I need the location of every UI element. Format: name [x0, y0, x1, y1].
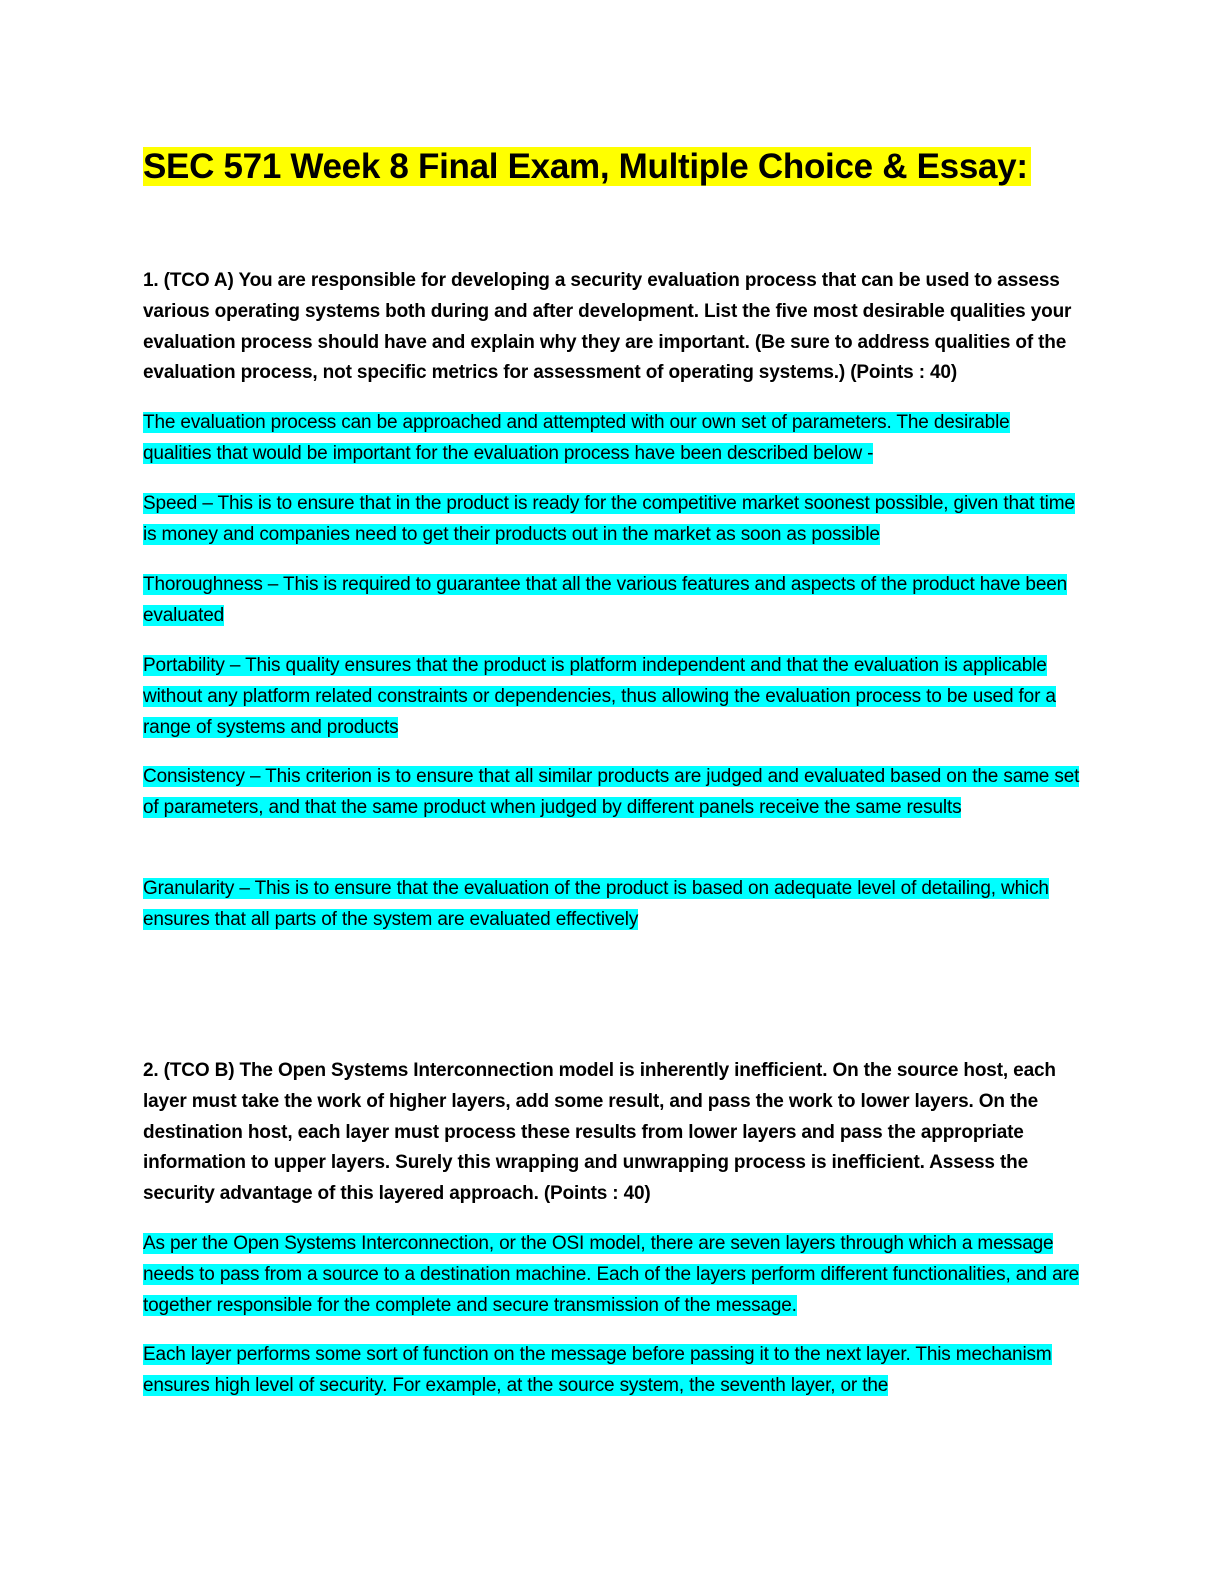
title-highlight: SEC 571 Week 8 Final Exam, Multiple Choice & Essay:: [143, 147, 1031, 186]
answer-1-paragraph: Portability – This quality ensures that the product is platform independent and that the evaluation is applicable without any platform related constraints or dependencies, thus allowing the evaluation process to be used for a range of systems and products: [143, 655, 1056, 738]
answer-1-paragraph: The evaluation process can be approached and attempted with our own set of parameters. The desirable qualities that would be important for the evaluation process have been described below -: [143, 412, 1010, 464]
answer-1-paragraph: Speed – This is to ensure that in the product is ready for the competitive market soonest possible, given that time is money and companies need to get their products out in the market as soon as possible: [143, 493, 1075, 545]
question-1-prompt: 1. (TCO A) You are responsible for developing a security evaluation process that can be used to assess various operating systems both during and after development. List the five most desirable qualities your evaluation process should have and explain why they are important. (Be sure to address qualities of the evaluation process, not specific metrics for assessment of operating systems.) (Points : 40): [143, 270, 1072, 384]
answer-1-paragraph: Consistency – This criterion is to ensure that all similar products are judged and evaluated based on the same set of parameters, and that the same product when judged by different panels receive the same results: [143, 766, 1080, 818]
question-2-prompt: 2. (TCO B) The Open Systems Interconnection model is inherently inefficient. On the source host, each layer must take the work of higher layers, add some result, and pass the work to lower layers. On the destination host, each layer must process these results from lower layers and pass the appropriate information to upper layers. Surely this wrapping and unwrapping process is inefficient. Assess the security advantage of this layered approach. (Points : 40): [143, 1060, 1056, 1205]
answer-1-paragraph: Granularity – This is to ensure that the evaluation of the product is based on adequate level of detailing, which ensures that all parts of the system are evaluated effectively: [143, 878, 1049, 930]
answer-1-paragraph: Thoroughness – This is required to guarantee that all the various features and aspects of the product have been evaluated: [143, 574, 1068, 626]
answer-2-paragraph: Each layer performs some sort of function on the message before passing it to the next layer. This mechanism ensures high level of security. For example, at the source system, the seventh layer, or the: [143, 1344, 1052, 1396]
answer-2-paragraph: As per the Open Systems Interconnection, or the OSI model, there are seven layers through which a message needs to pass from a source to a destination machine. Each of the layers perform different functionalities, and are together responsible for the complete and secure transmission of the message.: [143, 1233, 1080, 1316]
document-title: [143, 143, 1083, 191]
